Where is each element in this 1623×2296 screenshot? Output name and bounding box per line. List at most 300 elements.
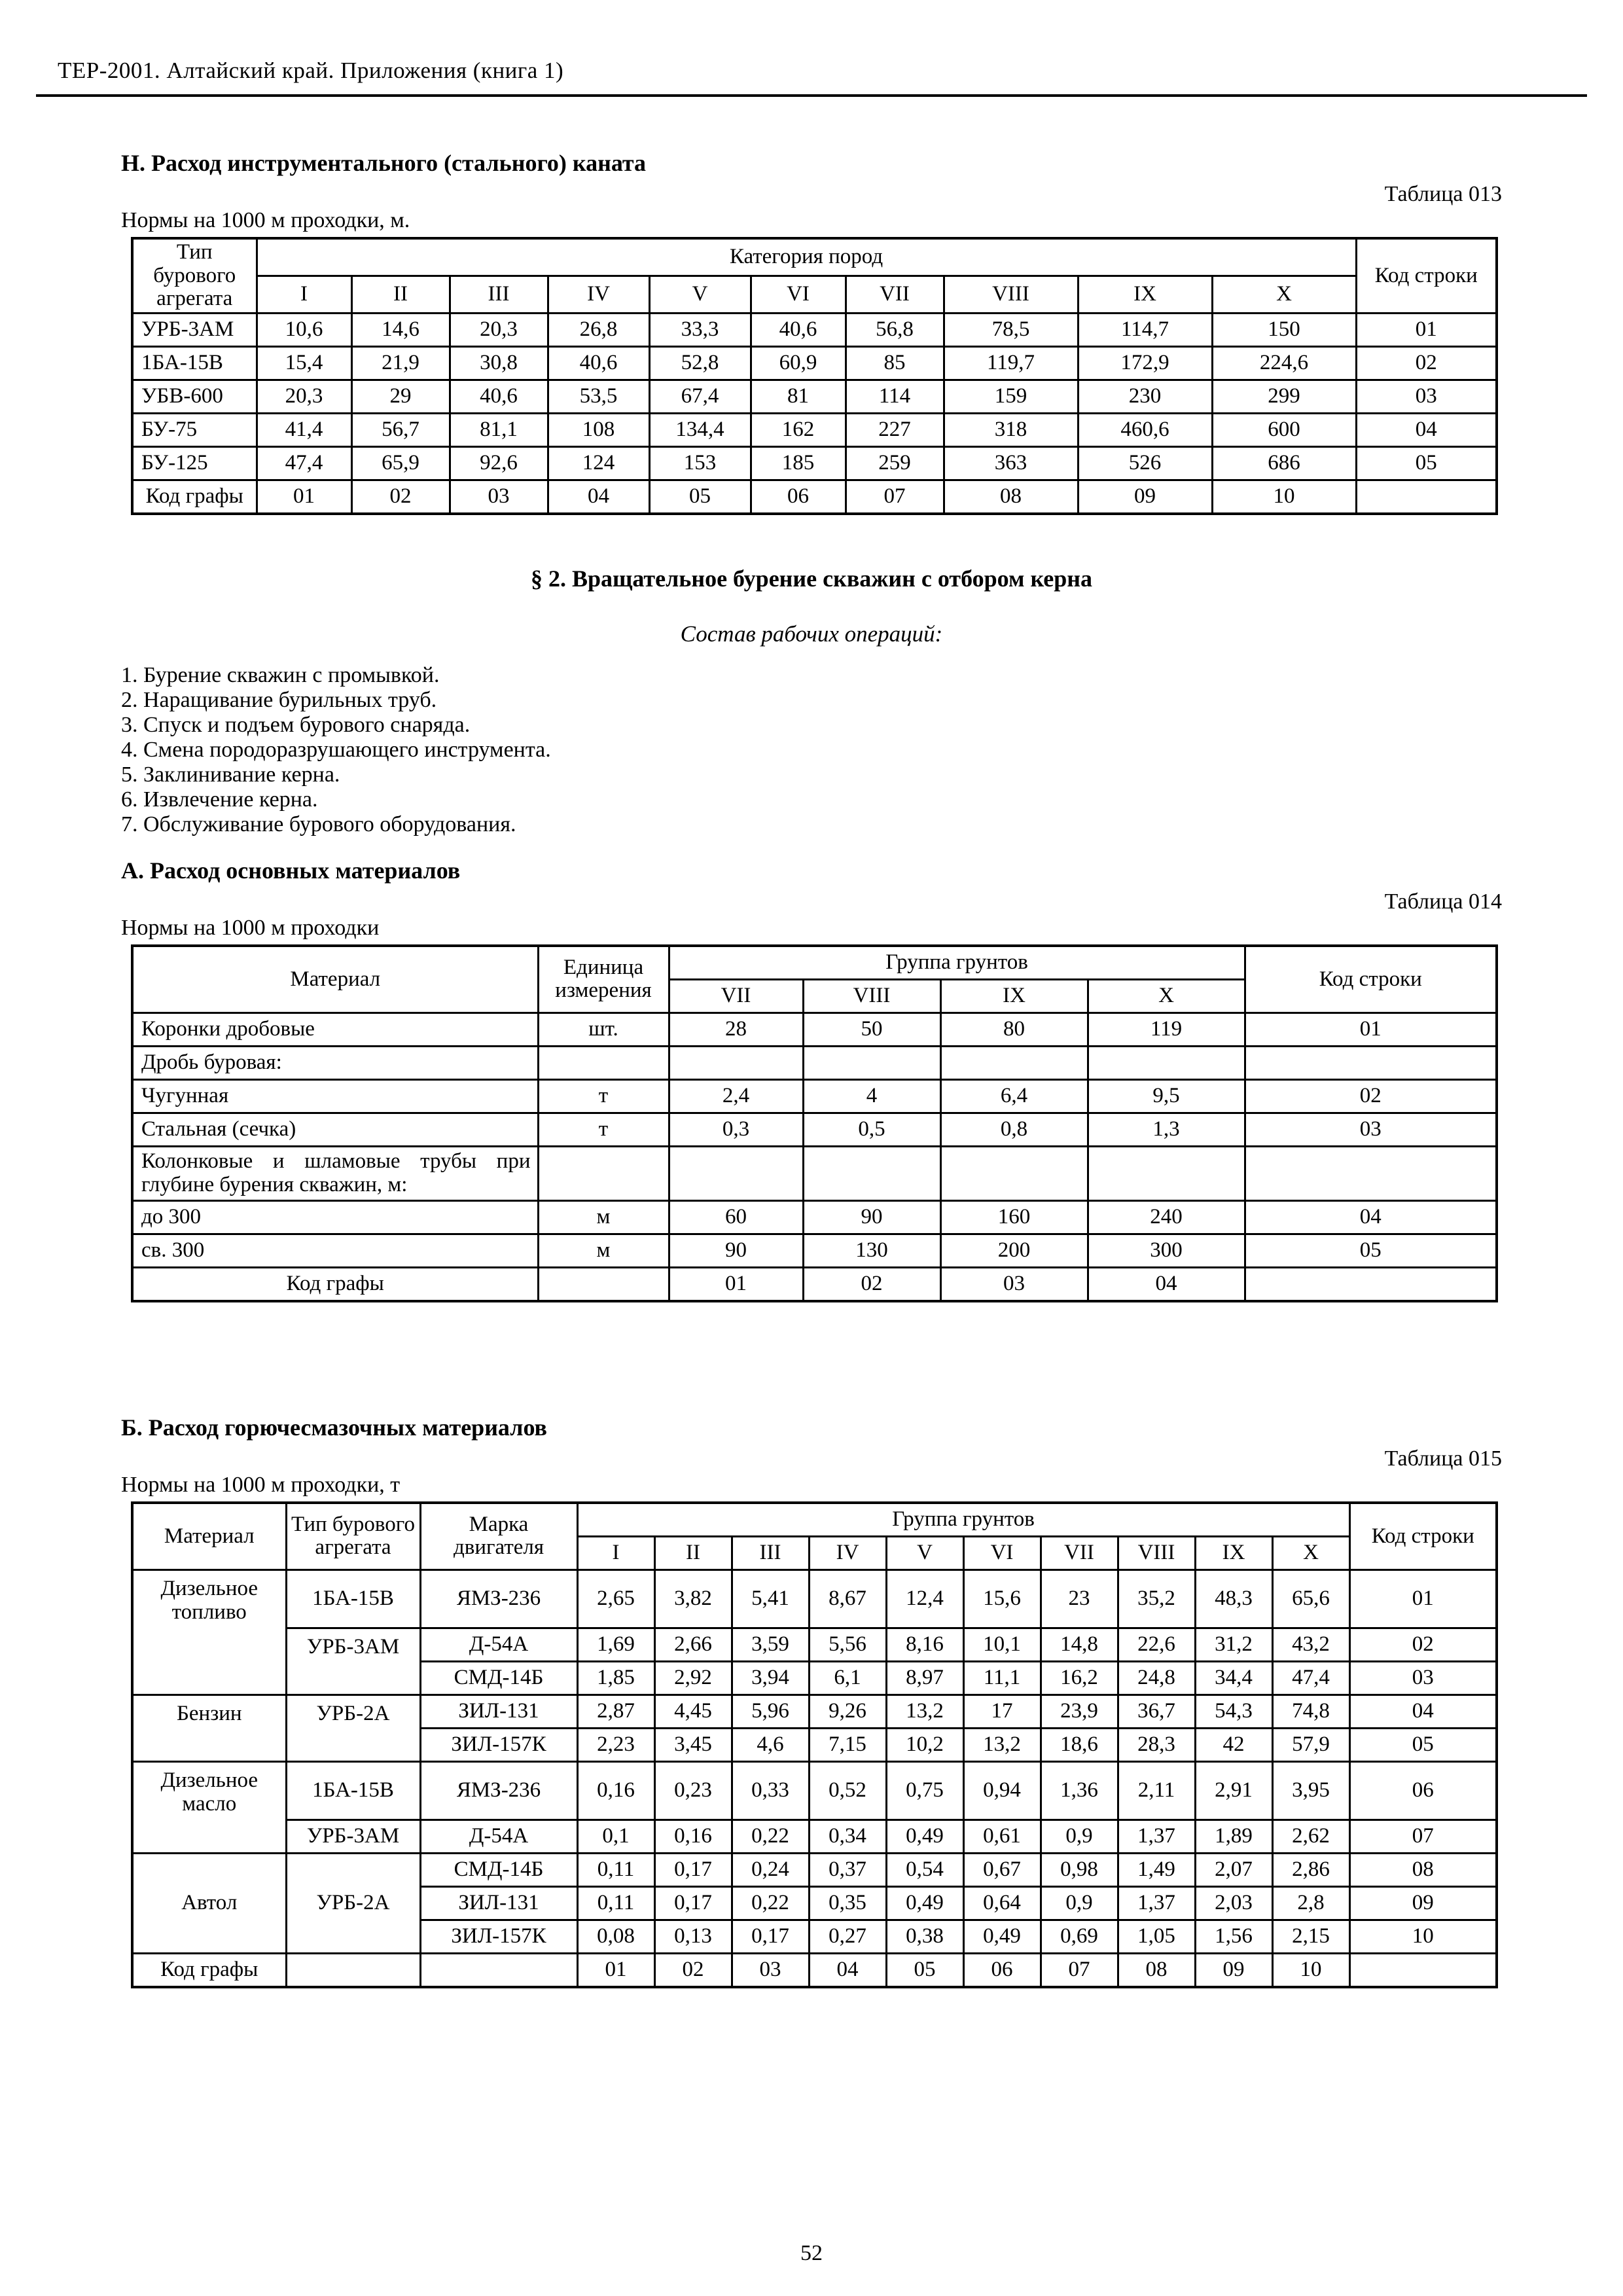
table-cell: 3,59 (732, 1628, 809, 1661)
table-cell: УБВ-600 (132, 380, 257, 413)
table-cell: 90 (803, 1200, 940, 1234)
table-cell: 114 (846, 380, 944, 413)
table-cell: 0,3 (669, 1113, 803, 1146)
table-cell: 04 (1088, 1267, 1245, 1301)
table-cell: VII (846, 276, 944, 313)
table-cell: 01 (669, 1267, 803, 1301)
table-cell: 10 (1212, 480, 1356, 514)
table-cell: 0,11 (577, 1853, 654, 1886)
table-cell: 1БА-15В (286, 1761, 420, 1820)
table-cell: 03 (940, 1267, 1088, 1301)
table-cell: 0,54 (886, 1853, 963, 1886)
table-cell: шт. (538, 1013, 669, 1046)
table-cell: 20,3 (450, 313, 548, 346)
table-cell: X (1272, 1536, 1349, 1570)
col-header-material: Материал (132, 946, 538, 1013)
table-cell: ЯМЗ-236 (420, 1761, 577, 1820)
table-cell: УРБ-2А (286, 1695, 420, 1761)
table-cell: 15,4 (257, 346, 351, 380)
table-row (132, 313, 1497, 346)
table-cell: 0,5 (803, 1113, 940, 1146)
operation-item: 6. Извлечение керна. (121, 787, 318, 812)
table-row (132, 446, 1497, 480)
table-cell: 9,5 (1088, 1079, 1245, 1113)
table-cell: II (351, 276, 450, 313)
table-cell: 24,8 (1118, 1661, 1195, 1695)
table-cell: 65,9 (351, 446, 450, 480)
table-cell: св. 300 (132, 1234, 538, 1267)
table-cell: III (732, 1536, 809, 1570)
table-cell (940, 1146, 1088, 1200)
table-cell: 08 (1349, 1853, 1497, 1886)
table-cell: 50 (803, 1013, 940, 1046)
table-cell: 0,94 (963, 1761, 1041, 1820)
table-cell: 42 (1195, 1728, 1272, 1761)
table-cell: 130 (803, 1234, 940, 1267)
section-a-title: А. Расход основных материалов (121, 857, 461, 884)
table-cell: 0,11 (577, 1886, 654, 1920)
table-cell: 1,69 (577, 1628, 654, 1661)
table-cell: VII (669, 979, 803, 1013)
table-cell: 8,16 (886, 1628, 963, 1661)
col-header-row-code: Код строки (1356, 238, 1497, 313)
table-cell: VI (963, 1536, 1041, 1570)
table-cell: 33,3 (649, 313, 751, 346)
table-cell: 17 (963, 1695, 1041, 1728)
table-cell: 2,87 (577, 1695, 654, 1728)
table-cell: Чугунная (132, 1079, 538, 1113)
table-cell: 1,85 (577, 1661, 654, 1695)
table-cell: 6,1 (809, 1661, 886, 1695)
table-cell (1349, 1953, 1497, 1987)
col-group-header: Категория пород (257, 238, 1356, 276)
table-cell: УРБ-3АМ (132, 313, 257, 346)
table-cell: 300 (1088, 1234, 1245, 1267)
table-cell: 57,9 (1272, 1728, 1349, 1761)
table-cell: 02 (654, 1953, 732, 1987)
table-cell: V (649, 276, 751, 313)
table-cell: 85 (846, 346, 944, 380)
table-cell: 0,08 (577, 1920, 654, 1953)
col-header-material: Материал (132, 1503, 286, 1570)
table-cell: 01 (1245, 1013, 1497, 1046)
section-2-title: § 2. Вращательное бурение скважин с отбором керна (530, 565, 1093, 592)
table-cell: БУ-75 (132, 413, 257, 446)
table-cell: 4,45 (654, 1695, 732, 1728)
table-cell: 90 (669, 1234, 803, 1267)
table-cell: 363 (944, 446, 1078, 480)
table-cell: X (1088, 979, 1245, 1013)
table-cell: СМД-14Б (420, 1661, 577, 1695)
table-cell: 1,56 (1195, 1920, 1272, 1953)
table-row (132, 346, 1497, 380)
table-cell: 10,1 (963, 1628, 1041, 1661)
table-cell: 35,2 (1118, 1570, 1195, 1628)
table-cell: 224,6 (1212, 346, 1356, 380)
table-cell: 07 (1041, 1953, 1118, 1987)
table-cell: Автол (132, 1853, 286, 1953)
table-013-note: Нормы на 1000 м проходки, м. (121, 208, 410, 232)
table-cell: 01 (257, 480, 351, 514)
table-014-label: Таблица 014 (1384, 889, 1502, 914)
table-cell: ЗИЛ-157К (420, 1920, 577, 1953)
table-cell: 0,17 (654, 1886, 732, 1920)
table-cell: 0,67 (963, 1853, 1041, 1886)
table-cell (1245, 1146, 1497, 1200)
table-cell: 0,35 (809, 1886, 886, 1920)
table-cell: 03 (1356, 380, 1497, 413)
table-cell: 04 (1356, 413, 1497, 446)
table-015-label: Таблица 015 (1384, 1446, 1502, 1471)
table-cell: 47,4 (1272, 1661, 1349, 1695)
table-row (132, 1628, 1497, 1661)
table-cell: 05 (1349, 1728, 1497, 1761)
table-cell: 0,33 (732, 1761, 809, 1820)
table-cell: 0,98 (1041, 1853, 1118, 1886)
table-cell (940, 1046, 1088, 1079)
table-cell: X (1212, 276, 1356, 313)
table-cell: 05 (1356, 446, 1497, 480)
table-cell: 18,6 (1041, 1728, 1118, 1761)
table-cell: Коронки дробовые (132, 1013, 538, 1046)
table-cell: 28 (669, 1013, 803, 1046)
table-cell: 0,9 (1041, 1820, 1118, 1853)
table-cell: 10 (1349, 1920, 1497, 1953)
table-cell: 134,4 (649, 413, 751, 446)
document-content (121, 149, 1502, 1988)
table-cell: 11,1 (963, 1661, 1041, 1695)
table-cell: 08 (944, 480, 1078, 514)
table-cell: 14,6 (351, 313, 450, 346)
table-cell: 1БА-15В (286, 1570, 420, 1628)
table-cell: УРБ-3АМ (286, 1628, 420, 1695)
table-row (132, 380, 1497, 413)
table-cell (1088, 1146, 1245, 1200)
table-cell: 03 (1245, 1113, 1497, 1146)
table-cell: 2,15 (1272, 1920, 1349, 1953)
table-cell: 1,89 (1195, 1820, 1272, 1853)
table-cell: 259 (846, 446, 944, 480)
table-cell: 21,9 (351, 346, 450, 380)
table-015-note: Нормы на 1000 м проходки, т (121, 1472, 401, 1497)
table-cell: 0,24 (732, 1853, 809, 1886)
table-cell: 2,66 (654, 1628, 732, 1661)
table-cell: IX (1078, 276, 1212, 313)
table-row (132, 1267, 1497, 1301)
section-b-title: Б. Расход горючесмазочных материалов (121, 1414, 547, 1441)
table-cell (669, 1146, 803, 1200)
table-cell: 10,2 (886, 1728, 963, 1761)
operation-item: 5. Заклинивание керна. (121, 762, 340, 787)
table-row (132, 1695, 1497, 1728)
table-cell: 04 (1349, 1695, 1497, 1728)
table-cell: 67,4 (649, 380, 751, 413)
operation-item: 2. Наращивание бурильных труб. (121, 687, 437, 712)
table-cell: 54,3 (1195, 1695, 1272, 1728)
table-cell: 2,62 (1272, 1820, 1349, 1853)
table-cell: 185 (751, 446, 846, 480)
table-cell: 60 (669, 1200, 803, 1234)
table-row (132, 1113, 1497, 1146)
table-cell: 2,91 (1195, 1761, 1272, 1820)
table-cell: 119,7 (944, 346, 1078, 380)
table-cell: 15,6 (963, 1570, 1041, 1628)
table-cell: 81,1 (450, 413, 548, 446)
table-cell: VIII (803, 979, 940, 1013)
table-cell: 36,7 (1118, 1695, 1195, 1728)
table-cell: 160 (940, 1200, 1088, 1234)
table-cell: 0,49 (886, 1886, 963, 1920)
table-cell: 56,7 (351, 413, 450, 446)
table-cell: 0,16 (654, 1820, 732, 1853)
col-header-engine: Марка двигателя (420, 1503, 577, 1570)
table-cell: т (538, 1079, 669, 1113)
table-cell: 686 (1212, 446, 1356, 480)
table-cell: 09 (1078, 480, 1212, 514)
table-cell: 8,67 (809, 1570, 886, 1628)
table-cell (420, 1953, 577, 1987)
table-cell: 03 (732, 1953, 809, 1987)
table-row (132, 413, 1497, 446)
table-cell: 53,5 (548, 380, 649, 413)
table-cell: Дробь буровая: (132, 1046, 538, 1079)
table-row (132, 1953, 1497, 1987)
table-cell (286, 1953, 420, 1987)
norm-table-013 (131, 237, 1498, 515)
table-cell: IV (809, 1536, 886, 1570)
table-cell: 23,9 (1041, 1695, 1118, 1728)
table-cell: ЗИЛ-157К (420, 1728, 577, 1761)
operation-item: 4. Смена породоразрушающего инструмента. (121, 737, 551, 762)
table-cell: 22,6 (1118, 1628, 1195, 1661)
table-cell: VII (1041, 1536, 1118, 1570)
graph-code-label: Код графы (132, 1267, 538, 1301)
table-cell: 08 (1118, 1953, 1195, 1987)
table-cell (538, 1267, 669, 1301)
table-cell: 31,2 (1195, 1628, 1272, 1661)
table-cell: 4 (803, 1079, 940, 1113)
table-cell: IX (940, 979, 1088, 1013)
table-cell (803, 1046, 940, 1079)
table-cell: 92,6 (450, 446, 548, 480)
table-cell: 1,49 (1118, 1853, 1195, 1886)
table-cell: 0,49 (886, 1820, 963, 1853)
table-cell: 48,3 (1195, 1570, 1272, 1628)
table-cell: 13,2 (963, 1728, 1041, 1761)
table-row (132, 1853, 1497, 1886)
table-cell: ЯМЗ-236 (420, 1570, 577, 1628)
table-cell: 28,3 (1118, 1728, 1195, 1761)
table-cell: 02 (351, 480, 450, 514)
table-cell: 13,2 (886, 1695, 963, 1728)
table-cell (1245, 1046, 1497, 1079)
table-cell: 2,8 (1272, 1886, 1349, 1920)
table-cell: 26,8 (548, 313, 649, 346)
table-cell: 7,15 (809, 1728, 886, 1761)
table-cell: 0,37 (809, 1853, 886, 1886)
table-cell: 65,6 (1272, 1570, 1349, 1628)
table-cell: 1,36 (1041, 1761, 1118, 1820)
table-cell: 01 (1356, 313, 1497, 346)
table-cell: 47,4 (257, 446, 351, 480)
table-cell: 06 (1349, 1761, 1497, 1820)
table-cell: 1БА-15В (132, 346, 257, 380)
table-cell: БУ-125 (132, 446, 257, 480)
table-cell: 01 (577, 1953, 654, 1987)
table-cell: 0,34 (809, 1820, 886, 1853)
table-cell (1088, 1046, 1245, 1079)
table-cell (538, 1046, 669, 1079)
table-cell: 526 (1078, 446, 1212, 480)
table-cell (1356, 480, 1497, 514)
table-cell (669, 1046, 803, 1079)
table-cell: 03 (450, 480, 548, 514)
table-cell: IX (1195, 1536, 1272, 1570)
table-cell: 2,86 (1272, 1853, 1349, 1886)
table-cell: 1,37 (1118, 1886, 1195, 1920)
table-cell: 02 (803, 1267, 940, 1301)
table-row (132, 1234, 1497, 1267)
table-row (132, 1013, 1497, 1046)
operations-subtitle: Состав рабочих операций: (680, 620, 943, 647)
table-cell: 0,17 (654, 1853, 732, 1886)
table-cell: 5,56 (809, 1628, 886, 1661)
table-cell: 81 (751, 380, 846, 413)
document-header-title: ТЕР-2001. Алтайский край. Приложения (книга 1) (58, 58, 564, 83)
table-row (132, 1146, 1497, 1200)
table-cell: 20,3 (257, 380, 351, 413)
operations-list (121, 663, 1502, 837)
table-cell: 40,6 (751, 313, 846, 346)
table-cell: 600 (1212, 413, 1356, 446)
table-cell: 0,17 (732, 1920, 809, 1953)
table-cell (538, 1146, 669, 1200)
table-cell: 0,52 (809, 1761, 886, 1820)
table-row (132, 276, 1497, 313)
operation-item: 7. Обслуживание бурового оборудования. (121, 812, 516, 836)
table-cell: 04 (548, 480, 649, 514)
table-cell: 2,4 (669, 1079, 803, 1113)
table-cell: VI (751, 276, 846, 313)
table-cell: 07 (846, 480, 944, 514)
table-cell: 80 (940, 1013, 1088, 1046)
table-cell: 40,6 (450, 380, 548, 413)
table-cell: т (538, 1113, 669, 1146)
table-cell: 2,65 (577, 1570, 654, 1628)
table-cell: 318 (944, 413, 1078, 446)
table-014-note: Нормы на 1000 м проходки (121, 915, 380, 940)
table-cell: 3,45 (654, 1728, 732, 1761)
table-cell: 114,7 (1078, 313, 1212, 346)
col-header-row-code: Код строки (1349, 1503, 1497, 1570)
table-cell: 3,95 (1272, 1761, 1349, 1820)
table-cell: 0,64 (963, 1886, 1041, 1920)
table-cell: УРБ-3АМ (286, 1820, 420, 1853)
table-cell: 43,2 (1272, 1628, 1349, 1661)
table-cell: 02 (1356, 346, 1497, 380)
table-cell: 108 (548, 413, 649, 446)
table-cell: 3,94 (732, 1661, 809, 1695)
table-cell: 1,37 (1118, 1820, 1195, 1853)
table-cell: 14,8 (1041, 1628, 1118, 1661)
table-cell: до 300 (132, 1200, 538, 1234)
table-cell: Дизельное масло (132, 1761, 286, 1853)
table-cell: 34,4 (1195, 1661, 1272, 1695)
section-h-title: Н. Расход инструментального (стального) каната (121, 150, 647, 176)
graph-code-label: Код графы (132, 1953, 286, 1987)
table-cell: III (450, 276, 548, 313)
table-cell: УРБ-2А (286, 1853, 420, 1953)
table-cell: 0,69 (1041, 1920, 1118, 1953)
table-cell: 06 (751, 480, 846, 514)
table-cell: 03 (1349, 1661, 1497, 1695)
table-cell: 124 (548, 446, 649, 480)
table-cell: 60,9 (751, 346, 846, 380)
table-cell: 0,49 (963, 1920, 1041, 1953)
table-cell: 01 (1349, 1570, 1497, 1628)
table-cell: 0,75 (886, 1761, 963, 1820)
table-cell: 299 (1212, 380, 1356, 413)
table-cell: 150 (1212, 313, 1356, 346)
col-header-unit: Единица измерения (538, 946, 669, 1013)
table-013-label: Таблица 013 (1384, 182, 1502, 206)
table-cell: 1,05 (1118, 1920, 1195, 1953)
table-cell: 240 (1088, 1200, 1245, 1234)
table-cell: 02 (1349, 1628, 1497, 1661)
col-group-header: Группа грунтов (577, 1503, 1349, 1537)
table-cell: 0,22 (732, 1820, 809, 1853)
table-cell: Колонковые и шламовые трубы при глубине бурения скважин, м: (132, 1146, 538, 1200)
table-row (132, 1570, 1497, 1628)
table-cell: Д-54А (420, 1628, 577, 1661)
table-cell: 52,8 (649, 346, 751, 380)
col-header-row-code: Код строки (1245, 946, 1497, 1013)
table-cell: 30,8 (450, 346, 548, 380)
table-cell: 0,8 (940, 1113, 1088, 1146)
table-cell: 0,16 (577, 1761, 654, 1820)
table-cell: 2,92 (654, 1661, 732, 1695)
norm-table-015 (131, 1501, 1498, 1988)
table-cell: 153 (649, 446, 751, 480)
table-cell: 200 (940, 1234, 1088, 1267)
table-cell: 74,8 (1272, 1695, 1349, 1728)
operation-item: 3. Спуск и подъем бурового снаряда. (121, 712, 471, 737)
table-cell: 12,4 (886, 1570, 963, 1628)
table-cell: 0,61 (963, 1820, 1041, 1853)
table-cell: 10 (1272, 1953, 1349, 1987)
table-cell: 2,23 (577, 1728, 654, 1761)
table-cell: 8,97 (886, 1661, 963, 1695)
table-cell: 162 (751, 413, 846, 446)
table-cell: м (538, 1200, 669, 1234)
table-cell: 2,11 (1118, 1761, 1195, 1820)
table-cell: 0,1 (577, 1820, 654, 1853)
table-row (132, 1503, 1497, 1537)
table-row (132, 480, 1497, 514)
table-cell: 06 (963, 1953, 1041, 1987)
table-row (132, 1820, 1497, 1853)
col-group-header: Группа грунтов (669, 946, 1245, 980)
table-cell: 10,6 (257, 313, 351, 346)
table-cell: 23 (1041, 1570, 1118, 1628)
table-cell (1245, 1267, 1497, 1301)
table-cell: 2,07 (1195, 1853, 1272, 1886)
table-row (132, 238, 1497, 276)
table-cell: м (538, 1234, 669, 1267)
table-cell: 09 (1349, 1886, 1497, 1920)
table-cell: 2,03 (1195, 1886, 1272, 1920)
table-cell: 0,22 (732, 1886, 809, 1920)
